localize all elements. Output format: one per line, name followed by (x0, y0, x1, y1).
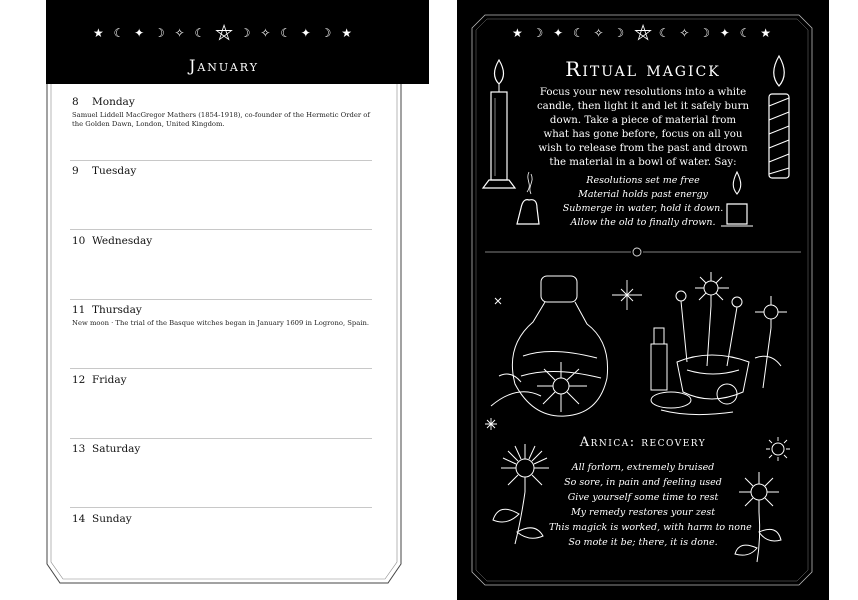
verse-line: Allow the old to finally drown. (570, 217, 716, 228)
body-line: what has gone before, focus on all you (543, 129, 743, 140)
herbal-illustration (481, 266, 805, 426)
day-name: Friday (92, 374, 127, 386)
verse-line: So sore, in pain and feeling used (564, 477, 722, 488)
day-number: 11 (72, 304, 86, 316)
flower-icon (729, 470, 789, 566)
header-star-border (46, 22, 402, 44)
day-divider (70, 229, 372, 230)
day-note: New moon · The trial of the Basque witches began in January 1609 in Logrono, Spain. (72, 319, 370, 327)
day-entry-thursday[interactable] (72, 304, 372, 328)
pentacle-icon: ⛤ (215, 20, 233, 46)
verse-line: Material holds past energy (578, 189, 708, 200)
verse-line: My remedy restores your zest (570, 507, 716, 518)
star-icon: ★ ☾ ✦ ☽ ✧ ☾ (92, 26, 209, 40)
pentacle-icon: ⛤ (634, 20, 652, 46)
flower-icon (485, 440, 555, 550)
day-name: Thursday (92, 304, 142, 316)
verse-line: Give yourself some time to rest (567, 492, 719, 503)
day-note: Samuel Liddell MacGregor Mathers (1854-1918), co-founder of the Hermetic Order of the Golden Dawn, London, United Kingdom. (72, 111, 370, 128)
day-entry-sunday[interactable] (72, 513, 372, 525)
candle-stub-icon (511, 170, 547, 230)
star-icon: ☾ ✧ ☽ ✦ ☾ ★ (658, 26, 775, 40)
right-page (457, 0, 829, 600)
day-number: 14 (72, 513, 86, 525)
day-entry-wednesday[interactable] (72, 235, 372, 247)
day-entry-monday[interactable] (72, 96, 372, 129)
section-divider (485, 246, 801, 258)
day-number: 9 (72, 165, 79, 177)
arnica-verse (549, 460, 752, 550)
candle-icon (719, 170, 755, 230)
day-number: 8 (72, 96, 79, 108)
star-icon: ★ ☽ ✦ ☾ ✧ ☽ (511, 26, 628, 40)
ritual-instructions (529, 86, 757, 170)
ritual-title: Ritual magick (565, 57, 721, 81)
day-name: Monday (92, 96, 135, 108)
day-entry-friday[interactable] (72, 374, 372, 386)
day-divider (70, 299, 372, 300)
day-entry-tuesday[interactable] (72, 165, 372, 177)
day-entry-saturday[interactable] (72, 443, 372, 455)
arnica-title: Arnica: recovery (579, 435, 707, 450)
verse-line: Resolutions set me free (586, 175, 700, 186)
body-line: Focus your new resolutions into a white (539, 87, 747, 98)
day-name: Saturday (92, 443, 141, 455)
sparkle-icon (485, 418, 497, 430)
day-name: Sunday (92, 513, 132, 525)
day-number: 12 (72, 374, 86, 386)
day-name: Wednesday (92, 235, 153, 247)
page-frame (46, 84, 402, 584)
day-divider (70, 438, 372, 439)
verse-line: Submerge in water, hold it down. (562, 203, 724, 214)
day-name: Tuesday (92, 165, 137, 177)
day-number: 10 (72, 235, 86, 247)
body-line: candle, then light it and let it safely burn (536, 101, 750, 112)
body-line: wish to release from the past and drown (538, 143, 748, 154)
header-star-border (457, 22, 829, 44)
body-line: the material in a bowl of water. Say: (549, 157, 737, 168)
month-title: January (188, 56, 260, 75)
star-icon: ☽ ✧ ☾ ✦ ☽ ★ (239, 26, 356, 40)
verse-line: All forlorn, extremely bruised (571, 462, 715, 473)
body-line: down. Take a piece of material from (549, 115, 737, 126)
verse-line: This magick is worked, with harm to none (549, 522, 752, 533)
verse-line: So mote it be; there, it is done. (568, 537, 718, 548)
day-divider (70, 368, 372, 369)
day-divider (70, 160, 372, 161)
candle-icon (759, 54, 799, 184)
day-number: 13 (72, 443, 86, 455)
day-divider (70, 507, 372, 508)
